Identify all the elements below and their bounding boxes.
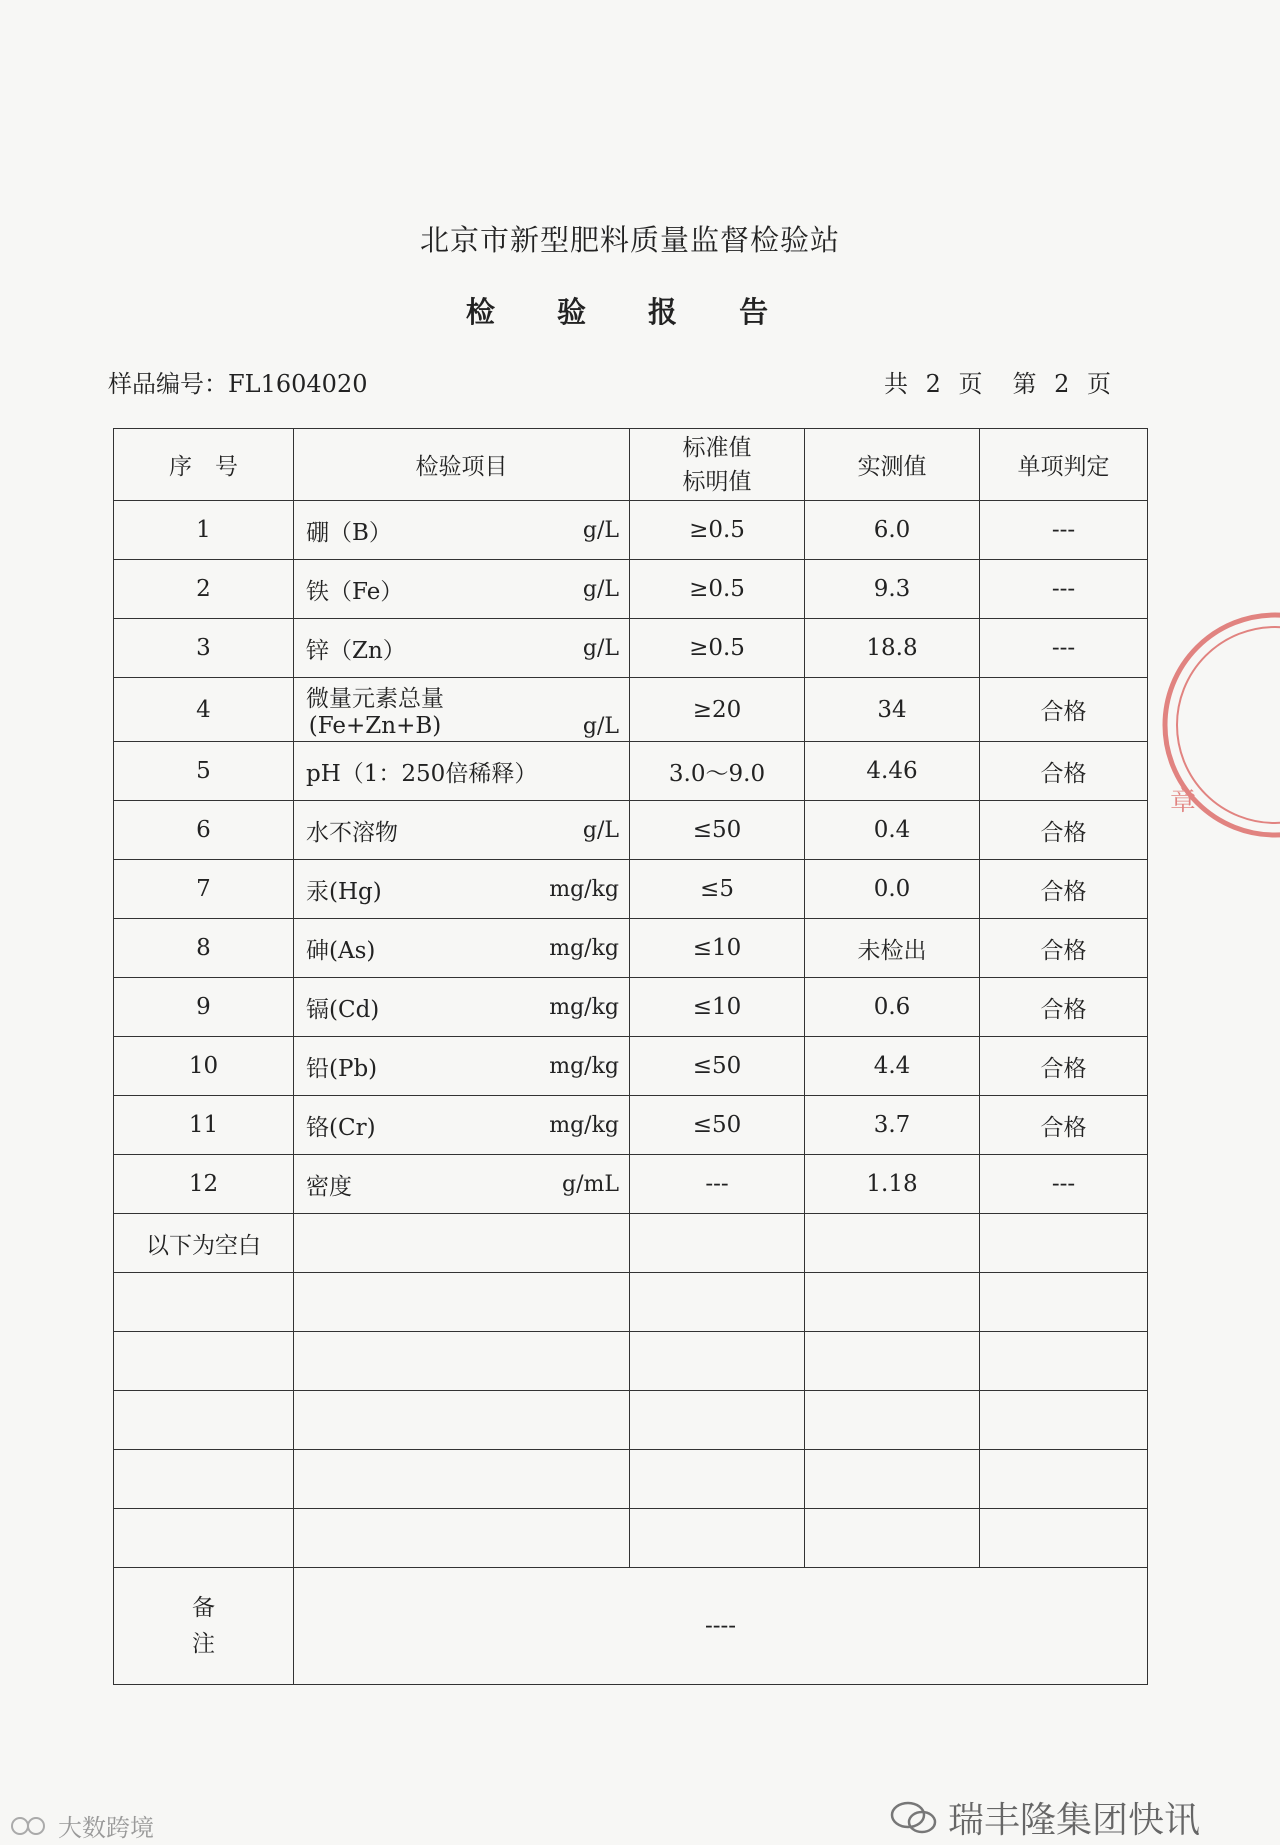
- row-number: 2: [114, 560, 294, 619]
- row-measured: 6.0: [805, 501, 980, 560]
- item-unit: g/L: [582, 576, 619, 602]
- remark-label: [114, 1568, 294, 1685]
- sample-number-value: FL1604020: [228, 370, 368, 398]
- item-name: 密度: [306, 1173, 352, 1200]
- row-number: 3: [114, 619, 294, 678]
- item-unit: g/L: [582, 635, 619, 661]
- row-measured: 0.6: [805, 978, 980, 1037]
- blank-cell: [630, 1214, 805, 1273]
- report-table: [113, 428, 1148, 1685]
- table-row: [114, 978, 1148, 1037]
- item-wrap: [306, 991, 619, 1024]
- item-unit: mg/kg: [549, 1112, 619, 1138]
- row-standard: ≥20: [630, 678, 805, 742]
- row-number: 1: [114, 501, 294, 560]
- item-unit: g/L: [582, 517, 619, 543]
- row-measured: 3.7: [805, 1096, 980, 1155]
- table-header-row: [114, 429, 1148, 501]
- row-verdict: 合格: [980, 978, 1148, 1037]
- blank-cell: [805, 1273, 980, 1332]
- header-item: 检验项目: [294, 429, 630, 501]
- blank-cell: [980, 1391, 1148, 1450]
- item-unit: g/L: [582, 714, 619, 739]
- table-row: [114, 1037, 1148, 1096]
- item-wrap: [306, 1168, 619, 1201]
- row-number: 4: [114, 678, 294, 742]
- blank-row: [114, 1332, 1148, 1391]
- blank-cell: [114, 1273, 294, 1332]
- table-row: [114, 560, 1148, 619]
- header-seq: 序 号: [114, 429, 294, 501]
- row-verdict: 合格: [980, 801, 1148, 860]
- row-verdict: 合格: [980, 678, 1148, 742]
- item-unit: g/mL: [562, 1171, 619, 1197]
- header-verdict: 单项判定: [980, 429, 1148, 501]
- blank-cell: [294, 1273, 630, 1332]
- row-verdict: 合格: [980, 742, 1148, 801]
- row-number: 12: [114, 1155, 294, 1214]
- row-measured: 4.4: [805, 1037, 980, 1096]
- remark-value: ----: [294, 1568, 1148, 1685]
- item-wrap: [306, 680, 619, 739]
- row-number: 9: [114, 978, 294, 1037]
- row-measured: 1.18: [805, 1155, 980, 1214]
- table-row: [114, 678, 1148, 742]
- remark-label-char2: 注: [192, 1631, 215, 1657]
- blank-cell: [630, 1332, 805, 1391]
- row-number: 7: [114, 860, 294, 919]
- row-standard: ≤10: [630, 919, 805, 978]
- item-name: 水不溶物: [306, 819, 398, 846]
- row-standard: ≤50: [630, 801, 805, 860]
- blank-cell: [294, 1509, 630, 1568]
- blank-cell: [114, 1509, 294, 1568]
- item-wrap: [306, 755, 619, 788]
- header-standard-line1: 标准值: [682, 434, 752, 461]
- blank-note: 以下为空白: [114, 1214, 294, 1273]
- watermark-logo-icon: [10, 1813, 52, 1839]
- sample-number-label: 样品编号：: [108, 370, 228, 398]
- remark-label-char1: 备: [192, 1595, 215, 1621]
- item-wrap: [306, 632, 619, 665]
- blank-cell: [980, 1509, 1148, 1568]
- report-title: 检 验 报 告: [465, 295, 795, 329]
- row-verdict: 合格: [980, 919, 1148, 978]
- row-verdict: 合格: [980, 1096, 1148, 1155]
- watermark-text: 大数跨境: [58, 1814, 154, 1842]
- row-measured: 未检出: [805, 919, 980, 978]
- row-standard: ≤50: [630, 1037, 805, 1096]
- row-item: [294, 801, 630, 860]
- current-page: 第 2 页: [1012, 370, 1112, 398]
- item-unit: mg/kg: [549, 1053, 619, 1079]
- item-wrap: [306, 1050, 619, 1083]
- item-wrap: [306, 573, 619, 606]
- table-row: [114, 1096, 1148, 1155]
- item-unit: mg/kg: [549, 935, 619, 961]
- row-standard: ≥0.5: [630, 560, 805, 619]
- item-name: pH（1：250倍稀释）: [306, 760, 538, 787]
- row-verdict: ---: [980, 560, 1148, 619]
- item-unit: mg/kg: [549, 994, 619, 1020]
- row-item: [294, 860, 630, 919]
- table-row: [114, 742, 1148, 801]
- row-item: [294, 678, 630, 742]
- row-measured: 9.3: [805, 560, 980, 619]
- row-measured: 4.46: [805, 742, 980, 801]
- official-stamp: [1150, 600, 1280, 850]
- row-standard: ≥0.5: [630, 619, 805, 678]
- row-verdict: ---: [980, 1155, 1148, 1214]
- item-name: 硼（B）: [306, 519, 392, 546]
- stamp-text: 章: [1170, 787, 1197, 817]
- row-item: [294, 742, 630, 801]
- blank-row: [114, 1391, 1148, 1450]
- header-standard-line2: 标明值: [682, 468, 752, 495]
- blank-cell: [294, 1214, 630, 1273]
- item-wrap: [306, 514, 619, 547]
- blank-cell: [805, 1332, 980, 1391]
- footer-watermark: [10, 1808, 154, 1843]
- blank-note-row: [114, 1214, 1148, 1273]
- item-name: 铬(Cr): [306, 1114, 376, 1141]
- blank-cell: [630, 1391, 805, 1450]
- remark-row: [114, 1568, 1148, 1685]
- row-verdict: 合格: [980, 1037, 1148, 1096]
- blank-cell: [980, 1214, 1148, 1273]
- footer-brand: [890, 1792, 1200, 1843]
- row-verdict: 合格: [980, 860, 1148, 919]
- blank-cell: [630, 1509, 805, 1568]
- table-row: [114, 860, 1148, 919]
- row-verdict: ---: [980, 619, 1148, 678]
- row-number: 5: [114, 742, 294, 801]
- row-number: 10: [114, 1037, 294, 1096]
- blank-cell: [114, 1450, 294, 1509]
- item-name: 砷(As): [306, 937, 376, 964]
- table-row: [114, 1155, 1148, 1214]
- row-item: [294, 560, 630, 619]
- table-row: [114, 501, 1148, 560]
- row-standard: ≤50: [630, 1096, 805, 1155]
- blank-cell: [294, 1450, 630, 1509]
- item-wrap: [306, 1109, 619, 1142]
- blank-cell: [805, 1391, 980, 1450]
- blank-row: [114, 1450, 1148, 1509]
- row-measured: 0.4: [805, 801, 980, 860]
- row-item: [294, 919, 630, 978]
- blank-row: [114, 1273, 1148, 1332]
- blank-cell: [294, 1391, 630, 1450]
- table-row: [114, 619, 1148, 678]
- wechat-icon: [890, 1800, 938, 1836]
- blank-cell: [630, 1273, 805, 1332]
- blank-cell: [630, 1450, 805, 1509]
- blank-cell: [805, 1214, 980, 1273]
- blank-cell: [805, 1509, 980, 1568]
- row-standard: ≤5: [630, 860, 805, 919]
- row-number: 11: [114, 1096, 294, 1155]
- item-name-line2: (Fe+Zn+B): [308, 713, 442, 739]
- item-name: 汞(Hg): [306, 878, 382, 905]
- item-wrap: [306, 873, 619, 906]
- item-name: 铅(Pb): [306, 1055, 378, 1082]
- item-unit: g/L: [582, 817, 619, 843]
- blank-cell: [114, 1332, 294, 1391]
- blank-row: [114, 1509, 1148, 1568]
- table-row: [114, 801, 1148, 860]
- row-item: [294, 1096, 630, 1155]
- footer-brand-text: 瑞丰隆集团快讯: [948, 1800, 1201, 1841]
- row-measured: 0.0: [805, 860, 980, 919]
- item-wrap: [306, 814, 619, 847]
- row-item: [294, 1037, 630, 1096]
- row-item: [294, 619, 630, 678]
- row-standard: ≤10: [630, 978, 805, 1037]
- row-number: 6: [114, 801, 294, 860]
- row-item: [294, 1155, 630, 1214]
- row-item: [294, 978, 630, 1037]
- org-title: 北京市新型肥料质量监督检验站: [419, 223, 840, 257]
- row-standard: ≥0.5: [630, 501, 805, 560]
- blank-cell: [114, 1391, 294, 1450]
- item-wrap: [306, 932, 619, 965]
- blank-cell: [980, 1273, 1148, 1332]
- total-pages: 共 2 页: [884, 370, 983, 398]
- row-measured: 34: [805, 678, 980, 742]
- page-indicator: [884, 364, 1141, 399]
- header-standard: [630, 429, 805, 501]
- item-name: 镉(Cd): [306, 996, 380, 1023]
- blank-cell: [294, 1332, 630, 1391]
- header-measured: 实测值: [805, 429, 980, 501]
- item-unit: mg/kg: [549, 876, 619, 902]
- row-item: [294, 501, 630, 560]
- row-measured: 18.8: [805, 619, 980, 678]
- item-name: [306, 680, 444, 739]
- row-verdict: ---: [980, 501, 1148, 560]
- item-name-line1: 微量元素总量: [306, 686, 444, 712]
- blank-cell: [980, 1332, 1148, 1391]
- item-name: 铁（Fe）: [306, 578, 404, 605]
- sample-number: [108, 364, 367, 399]
- blank-cell: [805, 1450, 980, 1509]
- row-standard: ---: [630, 1155, 805, 1214]
- row-number: 8: [114, 919, 294, 978]
- table-row: [114, 919, 1148, 978]
- row-standard: 3.0～9.0: [630, 742, 805, 801]
- blank-cell: [980, 1450, 1148, 1509]
- item-name: 锌（Zn）: [306, 637, 406, 664]
